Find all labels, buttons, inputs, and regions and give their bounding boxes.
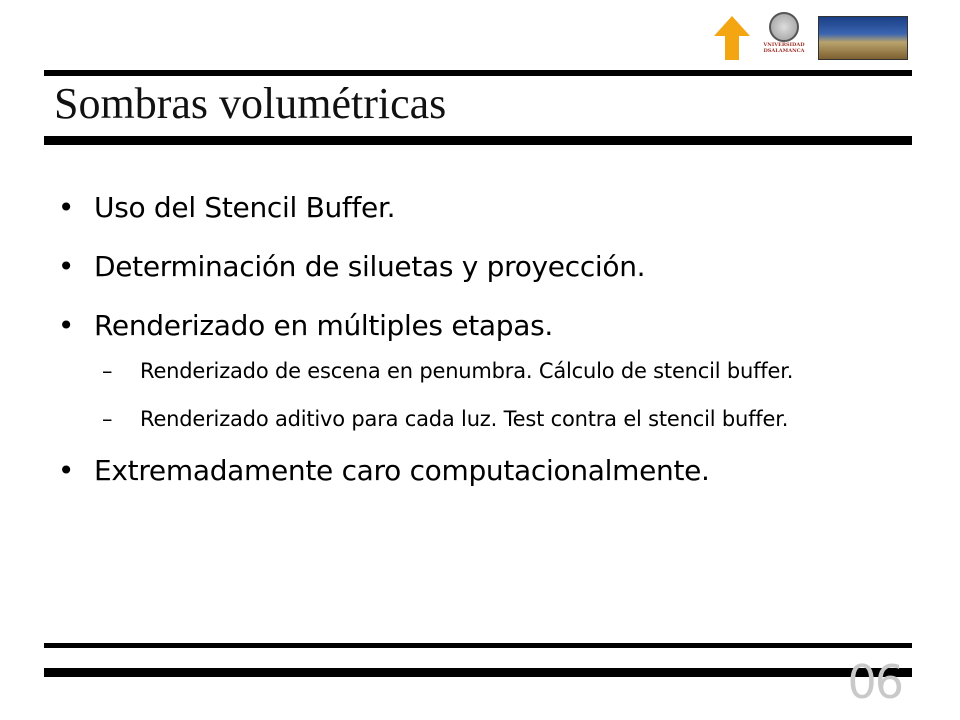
sub-bullet-marker: –	[102, 359, 113, 383]
bullet-text: Renderizado en múltiples etapas.	[94, 309, 554, 342]
bullet-marker: •	[57, 191, 75, 224]
bullet-text: Uso del Stencil Buffer.	[94, 191, 396, 224]
footer-rule-lower	[44, 668, 912, 677]
sub-bullet-text: Renderizado aditivo para cada luz. Test contra el stencil buffer.	[140, 407, 789, 431]
bullet-text: Extremadamente caro computacionalmente.	[94, 454, 710, 487]
sub-bullet-group	[56, 355, 896, 436]
header-logos	[712, 12, 912, 64]
university-seal-logo	[760, 12, 808, 62]
seal-emblem	[769, 12, 799, 42]
title-rule	[44, 136, 912, 145]
bullet-marker: •	[57, 309, 75, 342]
seal-line-1: VNIVERSIDAD	[763, 42, 805, 48]
sub-bullet-item	[56, 403, 896, 436]
sub-bullet-list	[56, 355, 896, 436]
bullet-item	[56, 247, 896, 287]
bullet-item	[56, 451, 896, 491]
building-photo	[818, 16, 908, 60]
bullet-marker: •	[57, 250, 75, 283]
slide-number: 06	[847, 655, 902, 709]
up-arrow-icon[interactable]	[714, 16, 750, 60]
bullet-text: Determinación de siluetas y proyección.	[94, 250, 646, 283]
slide-title: Sombras volumétricas	[54, 79, 447, 128]
sub-bullet-text: Renderizado de escena en penumbra. Cálculo de stencil buffer.	[140, 359, 794, 383]
footer-rule-upper	[44, 643, 912, 648]
bullet-item	[56, 306, 896, 346]
seal-line-2: DSALAMANCA	[763, 48, 805, 54]
bullet-list	[56, 188, 896, 510]
sub-bullet-marker: –	[102, 407, 113, 431]
bullet-marker: •	[57, 454, 75, 487]
sub-bullet-item	[56, 355, 896, 388]
bullet-item	[56, 188, 896, 228]
